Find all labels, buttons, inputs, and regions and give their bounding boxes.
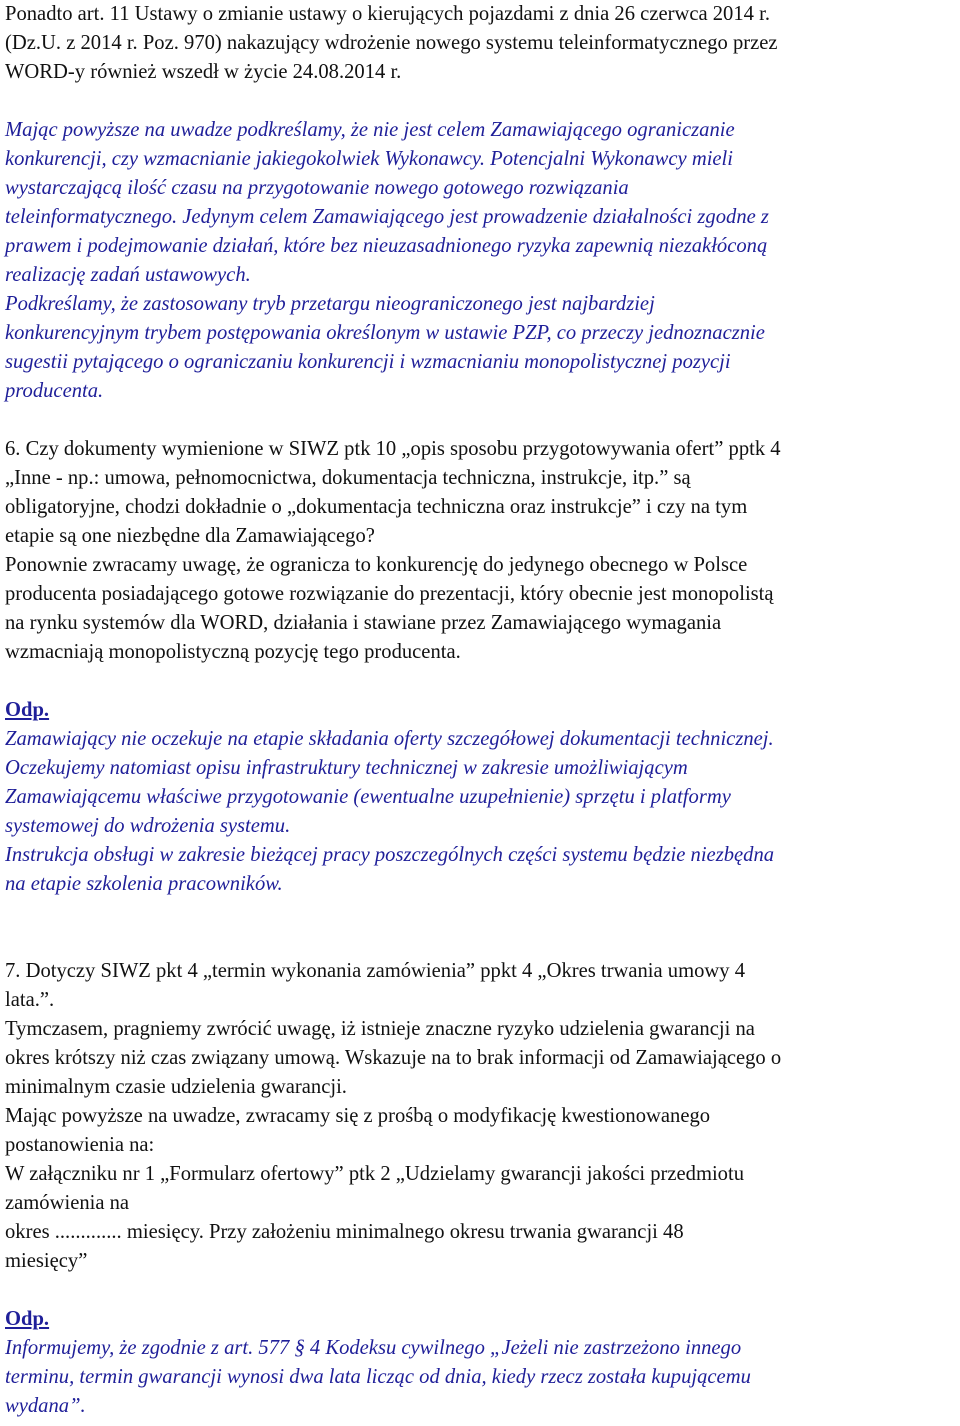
text-line: Ponownie zwracamy uwagę, że ogranicza to konkurencję do jedynego obecnego w Polsce	[5, 554, 748, 576]
text-line: obligatoryjne, chodzi dokładnie o „dokumentacja techniczna oraz instrukcje” i czy na tym	[5, 496, 748, 518]
answer-label: Odp.	[5, 1308, 50, 1330]
text-line: WORD-y również wszedł w życie 24.08.2014 r.	[5, 61, 402, 83]
answer-label: Odp.	[5, 699, 50, 721]
text-line: lata.”.	[5, 989, 55, 1011]
text-line: Mając powyższe na uwadze podkreślamy, że nie jest celem Zamawiającego ograniczanie	[5, 119, 735, 141]
question-7	[5, 957, 960, 1276]
text-line: Mając powyższe na uwadze, zwracamy się z prośbą o modyfikację kwestionowanego	[5, 1105, 711, 1127]
text-line: okres ............. miesięcy. Przy założeniu minimalnego okresu trwania gwarancji 48	[5, 1221, 684, 1243]
text-line: wydana”.	[5, 1395, 86, 1417]
text-line: prawem i podejmowanie działań, które bez nieuzasadnionego ryzyka zapewnią niezakłóconą	[5, 235, 768, 257]
text-line: Zamawiający nie oczekuje na etapie składania oferty szczegółowej dokumentacji technicznej.	[5, 728, 774, 750]
question-6	[5, 435, 960, 667]
text-line: producenta posiadającego gotowe rozwiązanie do prezentacji, który obecnie jest monopolistą	[5, 583, 774, 605]
text-line: terminu, termin gwarancji wynosi dwa lata licząc od dnia, kiedy rzecz została kupującemu	[5, 1366, 751, 1388]
text-line: konkurencyjnym trybem postępowania określonym w ustawie PZP, co przeczy jednoznacznie	[5, 322, 765, 344]
text-line: 7. Dotyczy SIWZ pkt 4 „termin wykonania zamówienia” ppkt 4 „Okres trwania umowy 4	[5, 960, 746, 982]
text-line: wzmacniają monopolistyczną pozycję tego producenta.	[5, 641, 461, 663]
text-line: systemowej do wdrożenia systemu.	[5, 815, 291, 837]
text-line: teleinformatycznego. Jedynym celem Zamawiającego jest prowadzenie działalności zgodne z	[5, 206, 769, 228]
text-line: zamówienia na	[5, 1192, 130, 1214]
text-line: wystarczającą ilość czasu na przygotowanie nowego gotowego rozwiązania	[5, 177, 629, 199]
answer-6	[5, 696, 960, 899]
text-line: realizację zadań ustawowych.	[5, 264, 251, 286]
intro-paragraph	[5, 0, 960, 87]
answer-paragraph-1	[5, 116, 960, 406]
text-line: sugestii pytającego o ograniczaniu konkurencji i wzmacnianiu monopolistycznej pozycji	[5, 351, 731, 373]
text-line: Zamawiającemu właściwe przygotowanie (ewentualne uzupełnienie) sprzętu i platformy	[5, 786, 731, 808]
text-line: postanowienia na:	[5, 1134, 155, 1156]
text-line: (Dz.U. z 2014 r. Poz. 970) nakazujący wdrożenie nowego systemu teleinformatycznego przez	[5, 32, 778, 54]
text-line: Informujemy, że zgodnie z art. 577 § 4 Kodeksu cywilnego „Jeżeli nie zastrzeżono innego	[5, 1337, 742, 1359]
text-line: na etapie szkolenia pracowników.	[5, 873, 283, 895]
text-line: Ponadto art. 11 Ustawy o zmianie ustawy o kierujących pojazdami z dnia 26 czerwca 2014 r.	[5, 3, 770, 25]
text-line: Oczekujemy natomiast opisu infrastruktury technicznej w zakresie umożliwiającym	[5, 757, 688, 779]
text-line: miesięcy”	[5, 1250, 88, 1272]
text-line: 6. Czy dokumenty wymienione w SIWZ ptk 10 „opis sposobu przygotowywania ofert” pptk 4	[5, 438, 781, 460]
text-line: na rynku systemów dla WORD, działania i stawiane przez Zamawiającego wymagania	[5, 612, 722, 634]
text-line: W załączniku nr 1 „Formularz ofertowy” ptk 2 „Udzielamy gwarancji jakości przedmiotu	[5, 1163, 745, 1185]
answer-7	[5, 1305, 960, 1421]
text-line: producenta.	[5, 380, 104, 402]
text-line: minimalnym czasie udzielenia gwarancji.	[5, 1076, 347, 1098]
text-line: Podkreślamy, że zastosowany tryb przetargu nieograniczonego jest najbardziej	[5, 293, 655, 315]
text-line: konkurencji, czy wzmacnianie jakiegokolwiek Wykonawcy. Potencjalni Wykonawcy mieli	[5, 148, 733, 170]
text-line: okres krótszy niż czas związany umową. Wskazuje na to brak informacji od Zamawiającego o	[5, 1047, 782, 1069]
text-line: etapie są one niezbędne dla Zamawiającego?	[5, 525, 375, 547]
text-line: Tymczasem, pragniemy zwrócić uwagę, iż istnieje znaczne ryzyko udzielenia gwarancji na	[5, 1018, 755, 1040]
text-line: „Inne - np.: umowa, pełnomocnictwa, dokumentacja techniczna, instrukcje, itp.” są	[5, 467, 691, 489]
text-line: Instrukcja obsługi w zakresie bieżącej pracy poszczególnych części systemu będzie niezbędna	[5, 844, 775, 866]
